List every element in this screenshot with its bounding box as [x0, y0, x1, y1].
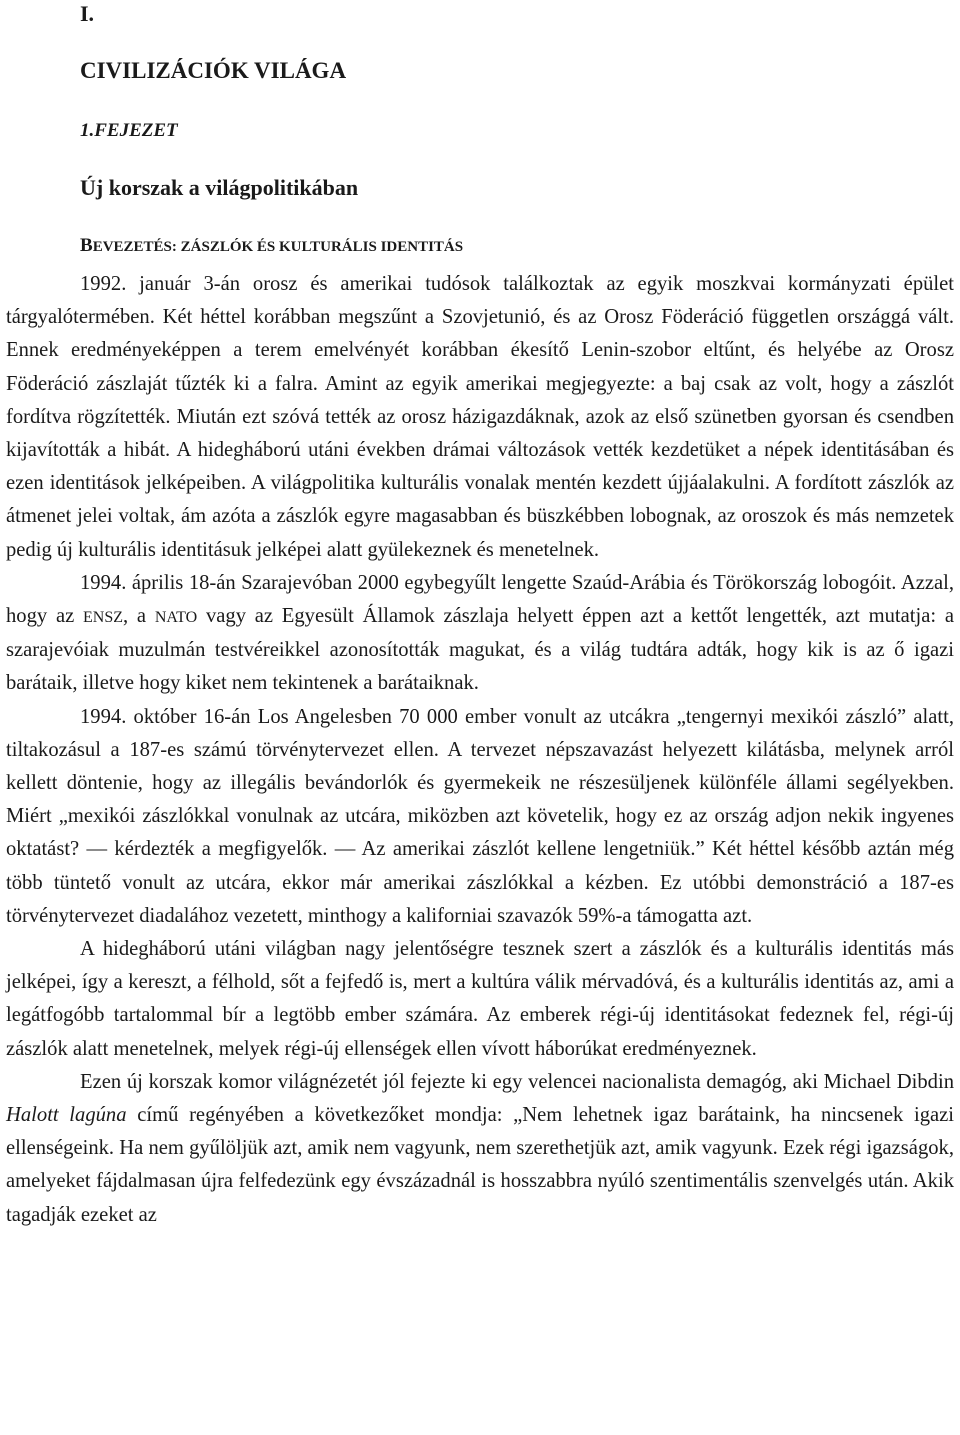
paragraph-1: 1992. január 3-án orosz és amerikai tudósok találkoztak az egyik moszkvai kormányzati épület tárgyalótermében. Két héttel korábban megszűnt a Szovjetunió, és az Orosz Föderáció független országgá vált. Ennek eredményeképpen a terem emelvényét korábban ékesítő Lenin-szobor eltűnt, és helyébe az Orosz Föderáció zászlaját tűzték ki a falra. Amint az egyik amerikai megjegyezte: a baj csak az volt, hogy a zászlót fordítva rögzítették. Miután ezt szóvá tették az orosz házigazdáknak, azok az első szünetben gyorsan és csendben kijavították a hibát. A hidegháború utáni években drámai változások vették kezdetüket a népek identitásában és ezen identitások jelképeiben. A világpolitika kulturális vonalak mentén kezdett újjáalakulni. A fordított zászlók az átmenet jelei voltak, ám azóta a zászlók egyre magasabban és büszkébben lobognak, az oroszok és más nemzetek pedig új kulturális identitásuk jelképei alatt gyülekeznek és menetelnek.: [6, 273, 954, 561]
intro-heading-rest: EVEZETÉS: ZÁSZLÓK ÉS KULTURÁLIS IDENTITÁS: [92, 239, 464, 255]
body-text: [6, 268, 954, 1232]
intro-heading: [80, 233, 463, 260]
section-title: CIVILIZÁCIÓK VILÁGA: [80, 58, 347, 83]
novel-title: Halott lagúna: [6, 1104, 127, 1127]
abbr-ensz: ENSZ: [83, 609, 123, 627]
paragraph-2-part-b: , a: [123, 605, 155, 628]
intro-heading-initial: B: [80, 235, 93, 256]
chapter-title: Új korszak a világpolitikában: [80, 175, 359, 200]
abbr-nato: NATO: [154, 609, 198, 627]
paragraph-2-part-c: vagy az Egyesült Államok zászlaja helyett éppen azt a kettőt lengették, azt mutatja: a szarajevóiak muzulmán testvéreikkel azonosították magukat, és a világ tudtára adták, hogy kik is az ő igazi barátaik, illetve hogy kiket nem tekintenek a barátaiknak.: [6, 605, 954, 695]
part-label: I.: [80, 1, 95, 26]
paragraph-5-part-b: című regényében a következőket mondja: „Nem lehetnek igaz barátaink, ha nincsenek igazi ellenségeink. Ha nem gyűlöljük azt, amik nem vagyunk, nem szerethetjük azt, amik vagyunk. Ezek régi igazságok, amelyeket fájdalmasan újra felfedezünk egy évszázadnál is hosszabbra nyúló szentimentális szenvelgés után. Akik tagadják ezeket az: [6, 1104, 954, 1226]
paragraph-2: [6, 567, 954, 701]
paragraph-3: 1994. október 16-án Los Angelesben 70 000 ember vonult az utcákra „tengernyi mexikói zászló” alatt, tiltakozásul a 187-es számú törvénytervezet ellen. A tervezet népszavazást helyezett kilátásba, melynek arról kellett döntenie, hogy az illegális bevándorlók és gyermekeik ne részesüljenek különféle állami segélyekben. Miért „mexikói zászlókkal vonulnak az utcára, miközben azt követelik, hogy ez az ország adjon nekik ingyenes oktatást? — kérdezték a megfigyelők. — Az amerikai zászlót kellene lengetniük.” Két héttel később aztán még több tüntető vonult az utcára, ekkor már amerikai zászlókkal a kézben. Ez utóbbi demonstráció a 187-es törvénytervezet diadalához vezetett, minthogy a kaliforniai szavazók 59%-a támogatta azt.: [6, 705, 954, 927]
paragraph-5-part-a: Ezen új korszak komor világnézetét jól fejezte ki egy velencei nacionalista demagóg, aki Michael Dibdin: [80, 1070, 954, 1093]
chapter-label: 1.FEJEZET: [80, 120, 178, 141]
paragraph-5: [6, 1066, 954, 1232]
paragraph-4: A hidegháború utáni világban nagy jelentőségre tesznek szert a zászlók és a kulturális identitás más jelképei, így a kereszt, a félhold, sőt a fejfedő is, mert a kultúra válik mérvadóvá, és a kulturális identitás az, ami a legátfogóbb tartalommal bír a legtöbb ember számára. Az emberek régi-új identitásokat fedeznek fel, régi-új zászlók alatt menetelnek, melyek régi-új ellenségek ellen vívott háborúkat eredményeznek.: [6, 938, 954, 1060]
paragraph-2-part-a: 1994. április 18-án Szarajevóban 2000 egybegyűlt lengette Szaúd-Arábia és Törökország lobogóit. Azzal, hogy az: [6, 571, 954, 628]
